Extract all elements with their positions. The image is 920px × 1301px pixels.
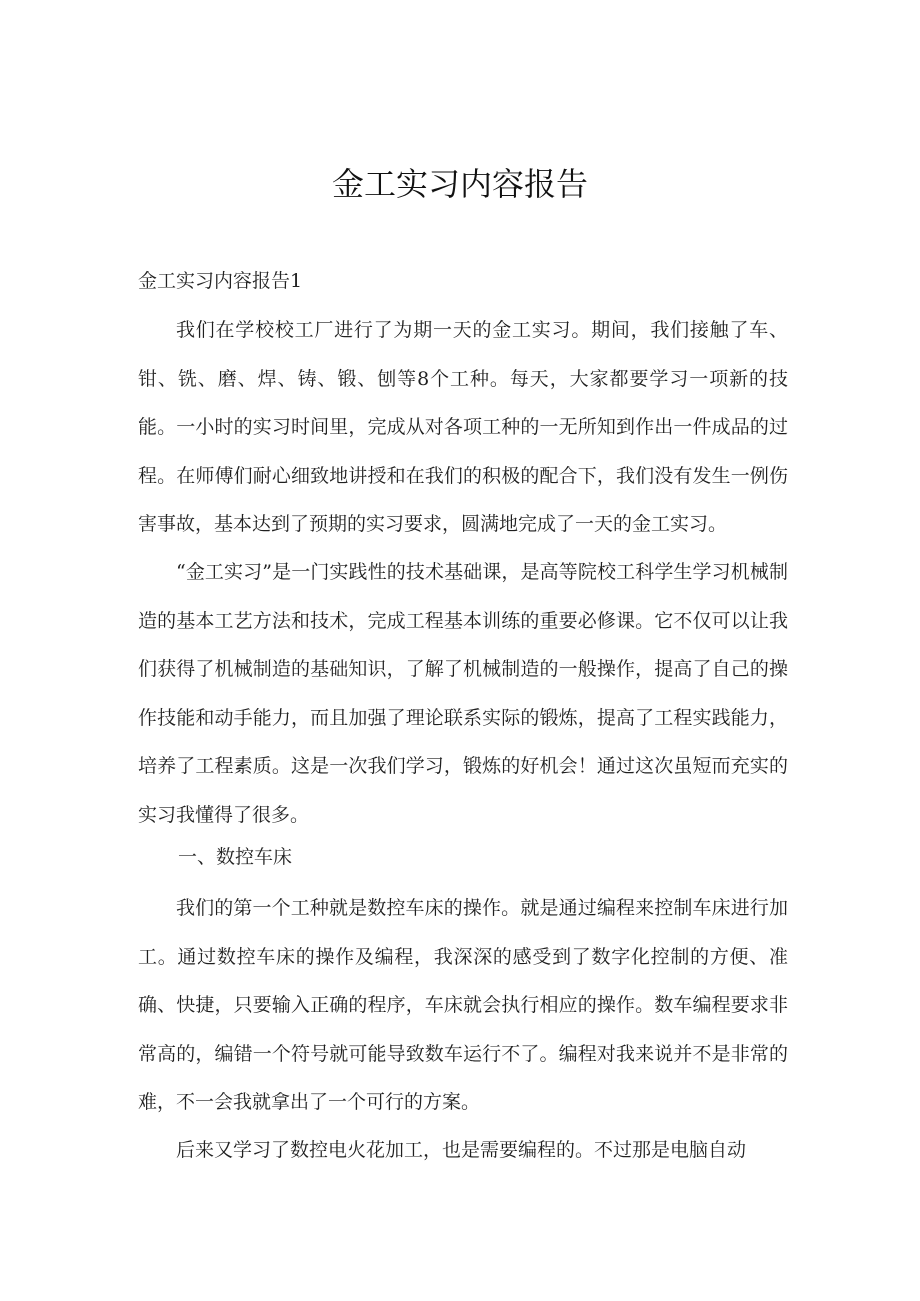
- paragraph-edm: 后来又学习了数控电火花加工，也是需要编程的。不过那是电脑自动: [176, 1139, 747, 1161]
- document-title: 金工实习内容报告: [331, 165, 588, 203]
- section-title: 金工实习内容报告1: [138, 270, 303, 292]
- paragraph-cnc-lathe: 我们的第一个工种就是数控车床的操作。就是通过编程来控制车床进行加工。通过数控车床的操作及编程，我深深的感受到了数字化控制的方便、准确、快捷，只要输入正确的程序，车床就会执行相应的操作。数车编程要求非常高的，编错一个符号就可能导致数车运行不了。编程对我来说并不是非常的难，不一会我就拿出了一个可行的方案。: [138, 897, 788, 1113]
- paragraph-intro: 我们在学校校工厂进行了为期一天的金工实习。期间，我们接触了车、钳、铣、磨、焊、铸、锻、刨等8个工种。每天，大家都要学习一项新的技能。一小时的实习时间里，完成从对各项工种的一无所知到作出一件成品的过程。在师傅们耐心细致地讲授和在我们的积极的配合下，我们没有发生一例伤害事故，基本达到了预期的实习要求，圆满地完成了一天的金工实习。: [138, 319, 788, 535]
- paragraph-course-description: “金工实习”是一门实践性的技术基础课，是高等院校工科学生学习机械制造的基本工艺方法和技术，完成工程基本训练的重要必修课。它不仅可以让我们获得了机械制造的基础知识，了解了机械制造的一般操作，提高了自己的操作技能和动手能力，而且加强了理论联系实际的锻炼，提高了工程实践能力，培养了工程素质。这是一次我们学习，锻炼的好机会！通过这次虽短而充实的实习我懂得了很多。: [138, 561, 788, 826]
- subheading-cnc-lathe: 一、数控车床: [178, 846, 293, 868]
